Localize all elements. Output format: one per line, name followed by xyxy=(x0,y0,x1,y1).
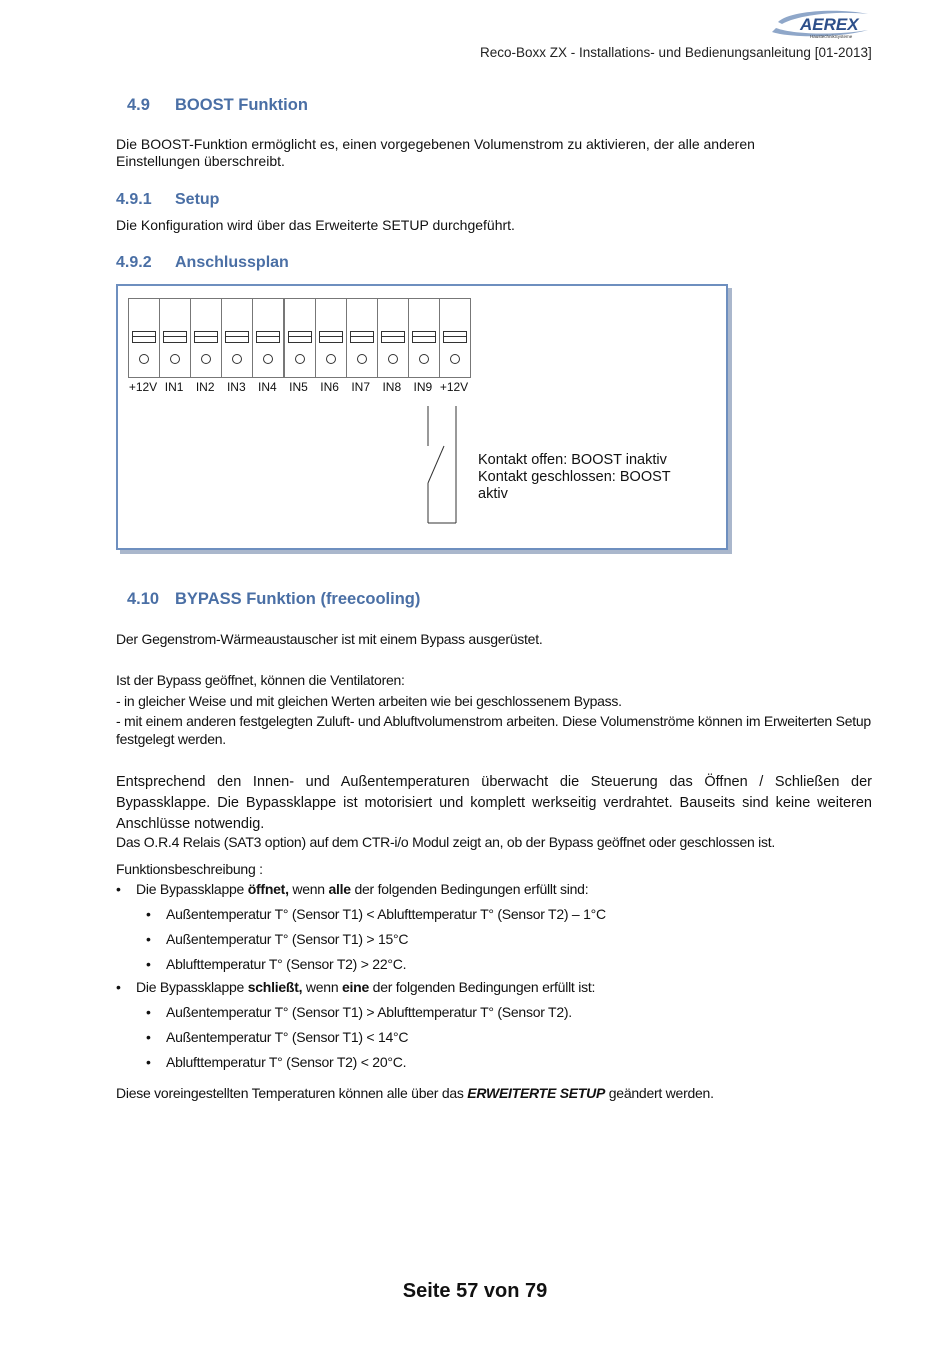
page-number: Seite 57 von 79 xyxy=(402,1280,548,1302)
bold-text: eine xyxy=(342,979,370,995)
screw-hole-icon xyxy=(295,354,305,364)
section-heading-4-9-1 xyxy=(116,191,219,209)
bypass-p2: Ist der Bypass geöffnet, können die Ventilatoren: xyxy=(116,672,405,688)
terminal-label: IN7 xyxy=(351,380,371,394)
section-heading-4-9 xyxy=(127,96,308,115)
terminal xyxy=(190,298,222,378)
note-line-3: aktiv xyxy=(478,486,508,502)
text: geändert werden. xyxy=(605,1085,714,1101)
bold-text: alle xyxy=(328,881,351,897)
open-condition-item: • Außentemperatur T° (Sensor T1) > 15°C xyxy=(166,931,408,947)
text: der folgenden Bedingungen erfüllt sind: xyxy=(350,881,589,897)
terminal-label: +12V xyxy=(128,380,158,394)
section-title: Setup xyxy=(175,191,220,208)
text: wenn xyxy=(302,979,342,995)
terminal xyxy=(439,298,471,378)
close-condition-item: • Außentemperatur T° (Sensor T1) < 14°C xyxy=(166,1029,408,1045)
close-condition-item: • Außentemperatur T° (Sensor T1) > Ablufttemperatur T° (Sensor T2). xyxy=(166,1004,572,1020)
open-condition-intro xyxy=(136,881,588,897)
terminal xyxy=(221,298,253,378)
emphasis-text: ERWEITERTE SETUP xyxy=(467,1085,606,1101)
section-title: BOOST Funktion xyxy=(175,96,308,114)
fuse-icon xyxy=(225,331,249,343)
screw-hole-icon xyxy=(232,354,242,364)
section-number: 4.9.1 xyxy=(116,191,152,208)
wiring-diagram xyxy=(116,284,728,550)
terminal-label: IN8 xyxy=(382,380,402,394)
switch-contact-icon xyxy=(418,401,468,526)
bypass-p5: Entsprechend den Innen- und Außentemperaturen überwacht die Steuerung das Öffnen / Schließen der Bypassklappe. Die Bypassklappe ist motorisiert und komplett werkseitig verdrahtet. Bauseits sind keine weiteren Anschlüsse notwendig. xyxy=(116,774,872,832)
note-line-1: Kontakt offen: BOOST inaktiv xyxy=(478,452,667,468)
fuse-icon xyxy=(163,331,187,343)
screw-hole-icon xyxy=(450,354,460,364)
terminal-label: IN5 xyxy=(289,380,308,394)
open-condition-item: • Außentemperatur T° (Sensor T1) < Ablufttemperatur T° (Sensor T2) – 1°C xyxy=(166,906,606,922)
screw-hole-icon xyxy=(201,354,211,364)
section-heading-4-9-2 xyxy=(116,254,289,272)
terminal xyxy=(377,298,409,378)
section-title: Anschlussplan xyxy=(175,254,289,271)
screw-hole-icon xyxy=(139,354,149,364)
screw-hole-icon xyxy=(419,354,429,364)
setup-text: Die Konfiguration wird über das Erweiterte SETUP durchgeführt. xyxy=(116,217,515,233)
section-heading-4-10 xyxy=(127,590,420,609)
bypass-p1: Der Gegenstrom-Wärmeaustauscher ist mit einem Bypass ausgerüstet. xyxy=(116,631,543,647)
screw-hole-icon xyxy=(263,354,273,364)
terminal xyxy=(408,298,440,378)
open-condition-item: • Ablufttemperatur T° (Sensor T2) > 22°C. xyxy=(166,956,406,972)
text: Die Bypassklappe xyxy=(136,979,248,995)
bypass-p4: - mit einem anderen festgelegten Zuluft- und Abluftvolumenstrom arbeiten. Diese Volumenströme können im Erweiterten Setup festgelegt werden. xyxy=(116,713,871,747)
terminal xyxy=(252,298,284,378)
fuse-icon xyxy=(381,331,405,343)
document-title: Reco-Boxx ZX - Installations- und Bedienungsanleitung [01-2013] xyxy=(480,45,872,60)
terminal-label: +12V xyxy=(439,380,469,394)
bypass-p6: Das O.R.4 Relais (SAT3 option) auf dem CTR-i/o Modul zeigt an, ob der Bypass geöffnet oder geschlossen ist. xyxy=(116,834,776,850)
terminal-label: IN3 xyxy=(226,380,246,394)
terminal-label: IN6 xyxy=(320,380,339,394)
final-note xyxy=(116,1084,714,1102)
fuse-icon xyxy=(256,331,280,343)
fuse-icon xyxy=(443,331,467,343)
section-number: 4.10 xyxy=(127,590,160,608)
close-condition-item: • Ablufttemperatur T° (Sensor T2) < 20°C. xyxy=(166,1054,406,1070)
bypass-p3: - in gleicher Weise und mit gleichen Werten arbeiten wie bei geschlossenem Bypass. xyxy=(116,693,622,709)
screw-hole-icon xyxy=(326,354,336,364)
terminal xyxy=(315,298,347,378)
section-title: BYPASS Funktion (freecooling) xyxy=(175,590,421,608)
fuse-icon xyxy=(350,331,374,343)
logo-text: AEREX xyxy=(800,15,859,34)
screw-hole-icon xyxy=(170,354,180,364)
fuse-icon xyxy=(412,331,436,343)
section-number: 4.9.2 xyxy=(116,254,152,271)
boost-intro: Die BOOST-Funktion ermöglicht es, einen vorgegebenen Volumenstrom zu aktivieren, der alle anderen Einstellungen überschreibt. xyxy=(116,136,755,169)
note-line-2: Kontakt geschlossen: BOOST xyxy=(478,469,671,485)
terminal-label: IN4 xyxy=(258,380,277,394)
text: wenn xyxy=(288,881,329,897)
screw-hole-icon xyxy=(357,354,367,364)
text: Diese voreingestellten Temperaturen können alle über das xyxy=(116,1085,468,1101)
terminal xyxy=(284,298,316,378)
aerex-logo xyxy=(770,8,870,40)
bold-text: öffnet, xyxy=(247,881,289,897)
contact-note xyxy=(478,452,671,503)
text: Die Bypassklappe xyxy=(136,881,248,897)
section-number: 4.9 xyxy=(127,96,150,114)
text: der folgenden Bedingungen erfüllt ist: xyxy=(369,979,596,995)
fuse-icon xyxy=(132,331,156,343)
fuse-icon xyxy=(288,331,312,343)
logo-subtext: HaustechnikSysteme xyxy=(810,34,853,39)
terminal-label: IN1 xyxy=(164,380,184,394)
terminal xyxy=(346,298,378,378)
terminal-label: IN2 xyxy=(195,380,215,394)
terminal xyxy=(159,298,191,378)
terminal xyxy=(128,298,160,378)
close-condition-intro xyxy=(136,979,595,995)
fuse-icon xyxy=(194,331,218,343)
bypass-p7: Funktionsbeschreibung : xyxy=(116,861,263,877)
fuse-icon xyxy=(319,331,343,343)
screw-hole-icon xyxy=(388,354,398,364)
bold-text: schließt, xyxy=(247,979,303,995)
terminal-label: IN9 xyxy=(413,380,433,394)
